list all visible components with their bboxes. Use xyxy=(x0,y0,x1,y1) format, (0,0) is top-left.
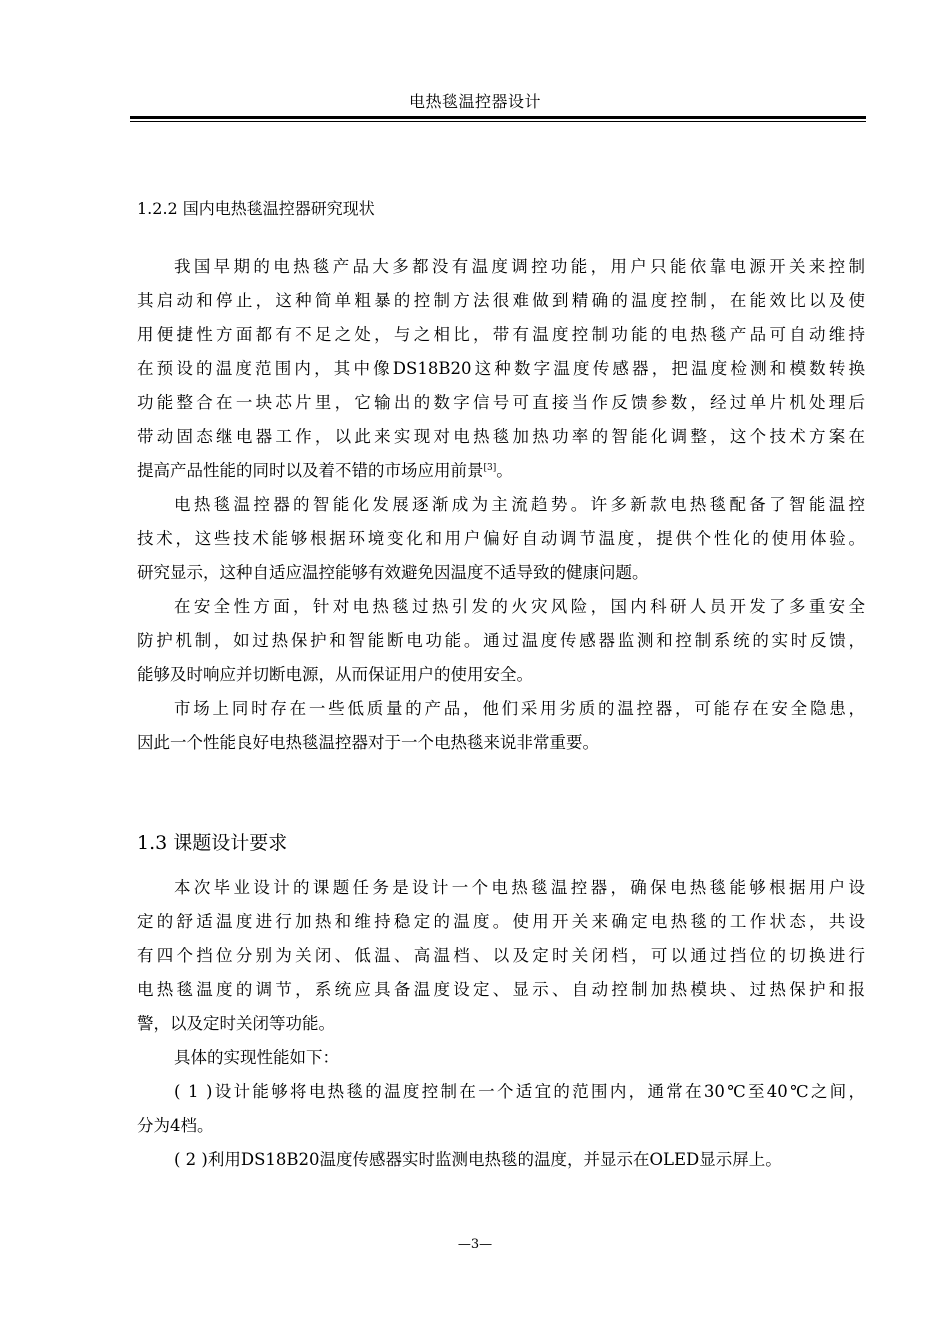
paragraph-2 xyxy=(137,488,865,590)
text-line: 本次毕业设计的课题任务是设计一个电热毯温控器，确保电热毯能够根据用户设 xyxy=(174,878,865,897)
text-line: 技术，这些技术能够根据环境变化和用户偏好自动调节温度，提供个性化的使用体验。 xyxy=(137,529,865,548)
header-rule-thick xyxy=(130,116,866,119)
text-line: 电热毯温控器的智能化发展逐渐成为主流趋势。许多新款电热毯配备了智能温控 xyxy=(174,495,865,514)
text-line: 能够及时响应并切断电源，从而保证用户的使用安全。 xyxy=(137,665,533,684)
text-line: 分为4档。 xyxy=(137,1116,214,1135)
text-line xyxy=(137,454,865,488)
text-line: 因此一个性能良好电热毯温控器对于一个电热毯来说非常重要。 xyxy=(137,733,599,752)
citation-marker: [3] xyxy=(483,463,497,473)
requirement-item-2: ( 2 )利用DS18B20温度传感器实时监测电热毯的温度，并显示在OLED显示屏上。 xyxy=(174,1150,782,1169)
text-line: 我国早期的电热毯产品大多都没有温度调控功能，用户只能依靠电源开关来控制 xyxy=(174,257,865,276)
text-line: 警，以及定时关闭等功能。 xyxy=(137,1014,335,1033)
text-line: ( 1 )设计能够将电热毯的温度控制在一个适宜的范围内，通常在30℃至40℃之间， xyxy=(174,1082,865,1101)
text-line: 防护机制，如过热保护和智能断电功能。通过温度传感器监测和控制系统的实时反馈， xyxy=(137,631,865,650)
text-line: 在安全性方面，针对电热毯过热引发的火灾风险，国内科研人员开发了多重安全 xyxy=(174,597,865,616)
text-line: 有四个挡位分别为关闭、低温、高温档、以及定时关闭档，可以通过挡位的切换进行 xyxy=(137,946,865,965)
text-line: 定的舒适温度进行加热和维持稳定的温度。使用开关来确定电热毯的工作状态，共设 xyxy=(137,912,865,931)
text-line-end: 。 xyxy=(496,461,513,480)
text-line-content: 提高产品性能的同时以及着不错的市场应用前景 xyxy=(137,461,484,480)
text-line: 研究显示，这种自适应温控能够有效避免因温度不适导致的健康问题。 xyxy=(137,563,649,582)
text-line: 市场上同时存在一些低质量的产品，他们采用劣质的温控器，可能存在安全隐患， xyxy=(174,699,865,718)
running-header-title: 电热毯温控器设计 xyxy=(408,92,541,111)
requirement-item-1 xyxy=(137,1075,865,1143)
text-line: 功能整合在一块芯片里，它输出的数字信号可直接当作反馈参数，经过单片机处理后 xyxy=(137,393,865,412)
text-line: 带动固态继电器工作，以此来实现对电热毯加热功率的智能化调整，这个技术方案在 xyxy=(137,427,865,446)
paragraph-1 xyxy=(137,250,865,488)
paragraph-3 xyxy=(137,590,865,692)
paragraph-1 xyxy=(137,871,865,1041)
text-line: 用便捷性方面都有不足之处，与之相比，带有温度控制功能的电热毯产品可自动维持 xyxy=(137,325,865,344)
text-line: 电热毯温度的调节，系统应具备温度设定、显示、自动控制加热模块、过热保护和报 xyxy=(137,980,865,999)
section-heading-1-3: 1.3 课题设计要求 xyxy=(137,832,288,854)
text-line: 其启动和停止，这种简单粗暴的控制方法很难做到精确的温度控制，在能效比以及使 xyxy=(137,291,865,310)
paragraph-4 xyxy=(137,692,865,760)
text-line: 在预设的温度范围内，其中像DS18B20这种数字温度传感器，把温度检测和模数转换 xyxy=(137,359,865,378)
page-number: —3— xyxy=(457,1237,493,1252)
paragraph-2: 具体的实现性能如下： xyxy=(174,1048,339,1067)
body-text-1-3 xyxy=(137,871,865,1177)
section-heading-1-2-2: 1.2.2 国内电热毯温控器研究现状 xyxy=(137,199,375,218)
header-rule-thin xyxy=(130,121,866,122)
body-text-1-2-2 xyxy=(137,250,865,760)
